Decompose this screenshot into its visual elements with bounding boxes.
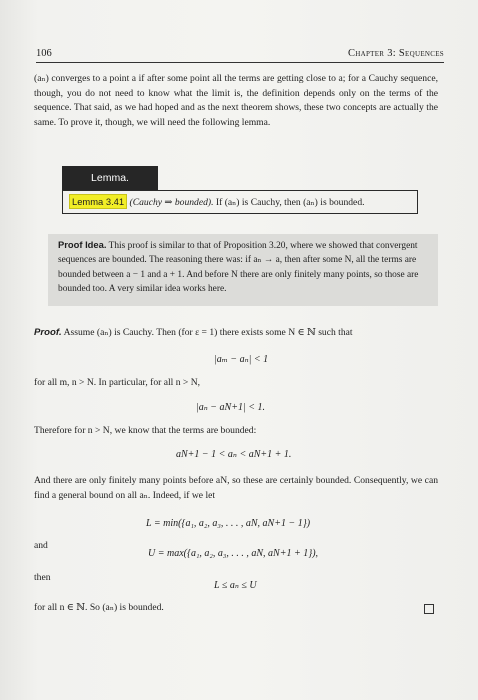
lemma-tab: Lemma. — [62, 166, 158, 190]
equation-5: U = max({a₁, a₂, a₃, . . . , aN, aN+1 + 1}), — [148, 548, 319, 559]
proof-closing: for all n ∈ ℕ. So (aₙ) is bounded. — [34, 602, 164, 613]
and-label: and — [34, 540, 48, 551]
equation-2: |aₙ − aN+1| < 1. — [196, 402, 265, 413]
proof-line-3: Therefore for n > N, we know that the terms are bounded: — [34, 425, 257, 436]
intro-paragraph: (aₙ) converges to a point a if after some point all the terms are getting close to a; for a Cauchy sequence, though, you do not need to know what the limit is, the definition depends only on the terms of the sequence. That said, as we had hoped and as the next theorem shows, these two concepts are actually the same. To prove it, though, we will need the following lemma. — [34, 73, 438, 128]
lemma-title: (Cauchy ⇒ bounded). — [129, 197, 214, 208]
then-label: then — [34, 572, 51, 583]
chapter-title: Chapter 3: Sequences — [347, 48, 444, 59]
proof-idea-heading: Proof Idea. — [58, 239, 107, 250]
proof-line-1 — [34, 326, 438, 341]
page-number: 106 — [36, 48, 52, 59]
proof-text-1: Assume (aₙ) is Cauchy. Then (for ε = 1) there exists some N ∈ ℕ such that — [63, 327, 353, 338]
page-header — [36, 48, 444, 63]
equation-6: L ≤ aₙ ≤ U — [214, 580, 257, 591]
lemma-number-highlight[interactable]: Lemma 3.41 — [69, 194, 127, 209]
qed-square-icon — [424, 604, 434, 614]
equation-1: |aₘ − aₙ| < 1 — [214, 354, 269, 365]
proof-heading: Proof. — [34, 327, 62, 338]
proof-line-4: And there are only finitely many points before aN, so these are certainly bounded. Consequently, we can find a general bound on all aₙ. Indeed, if we let — [34, 475, 438, 501]
proof-idea-box — [48, 234, 438, 306]
equation-3: aN+1 − 1 < aₙ < aN+1 + 1. — [176, 449, 292, 460]
lemma-statement: If (aₙ) is Cauchy, then (aₙ) is bounded. — [215, 197, 365, 208]
proof-idea-text: This proof is similar to that of Proposition 3.20, where we showed that convergent sequences are bounded. The reasoning there was: if aₙ → a, then after some N, all the terms are bounded between a − 1 and a + 1. And before N there are only finitely many points, so those are bounded too. A very similar idea works here. — [58, 241, 419, 295]
proof-line-2: for all m, n > N. In particular, for all n > N, — [34, 377, 201, 388]
lemma-box — [62, 190, 418, 214]
equation-4: L = min({a₁, a₂, a₃, . . . , aN, aN+1 − 1}) — [146, 518, 311, 529]
